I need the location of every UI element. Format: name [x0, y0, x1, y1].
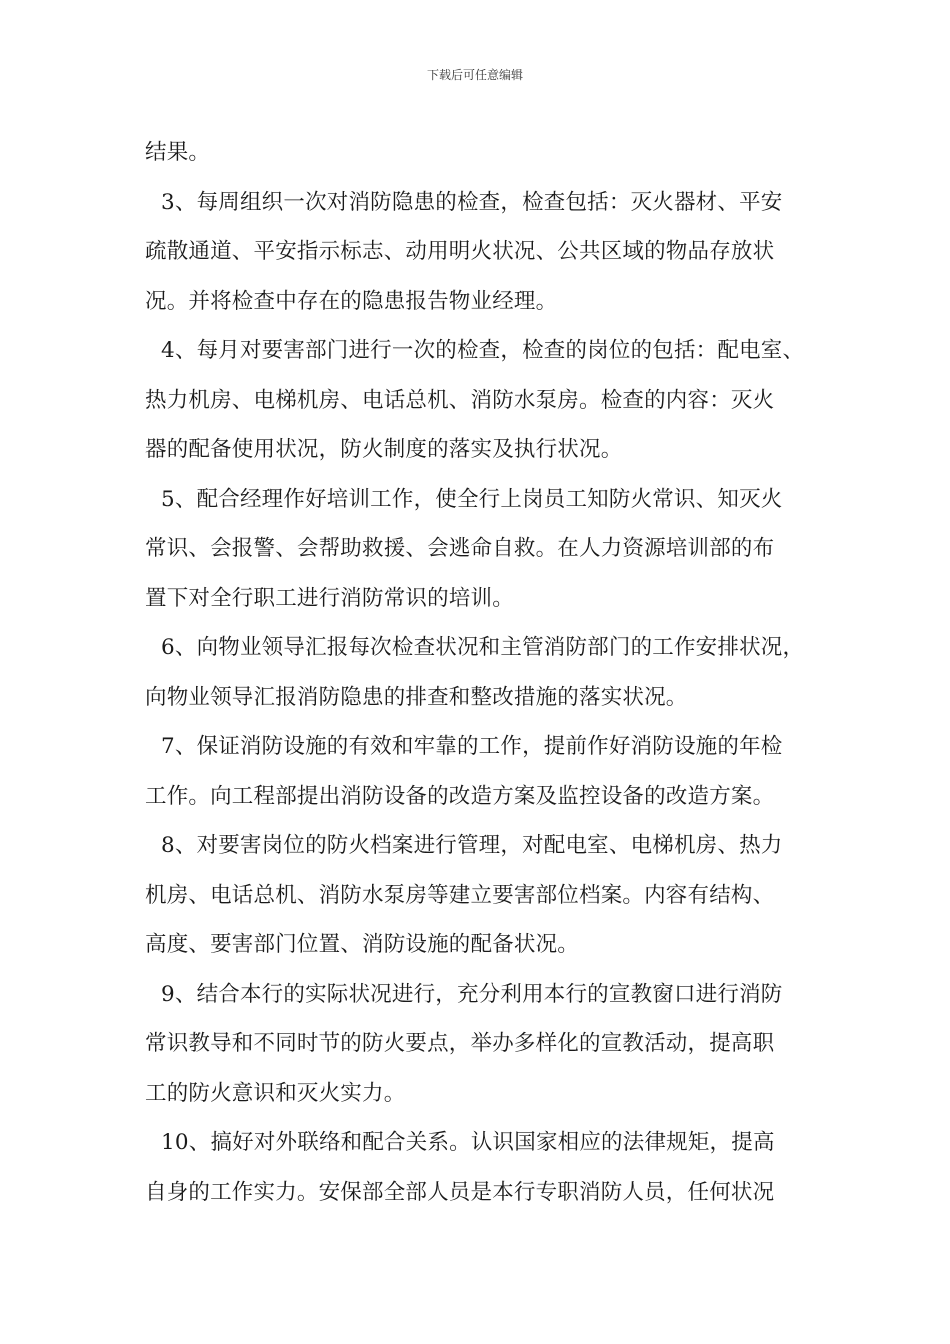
document-body [145, 128, 825, 1217]
text-line: 6、向物业领导汇报每次检查状况和主管消防部门的工作安排状况， [161, 635, 805, 660]
text-line: 10、搞好对外联络和配合关系。认识国家相应的法律规矩，提高 [161, 1130, 775, 1155]
text-line: 况。并将检查中存在的隐患报告物业经理。 [145, 288, 558, 314]
text-line: 向物业领导汇报消防隐患的排查和整改措施的落实状况。 [145, 684, 688, 710]
text-line: 高度、要害部门位置、消防设施的配备状况。 [145, 932, 580, 957]
text-line: 7、保证消防设施的有效和牢靠的工作，提前作好消防设施的年检 [161, 734, 783, 759]
page-header: 下载后可任意编辑 [426, 68, 523, 82]
text-line: 工作。向工程部提出消防设备的改造方案及监控设备的改造方案。 [145, 783, 775, 809]
text-line: 3、每周组织一次对消防隐患的检查，检查包括：灭火器材、平安 [161, 189, 783, 215]
text-line: 疏散通道、平安指示标志、动用明火状况、公共区域的物品存放状 [145, 239, 775, 264]
text-line: 结果。 [145, 140, 211, 165]
text-line: 常识教导和不同时节的防火要点，举办多样化的宣教活动，提高职 [145, 1031, 775, 1056]
text-line: 8、对要害岗位的防火档案进行管理，对配电室、电梯机房、热力 [161, 833, 783, 858]
text-line: 9、结合本行的实际状况进行，充分利用本行的宣教窗口进行消防 [161, 981, 783, 1007]
text-line: 自身的工作实力。安保部全部人员是本行专职消防人员，任何状况 [145, 1179, 775, 1205]
text-line: 常识、会报警、会帮助救援、会逃命自救。在人力资源培训部的布 [145, 536, 775, 561]
text-line: 热力机房、电梯机房、电话总机、消防水泵房。检查的内容：灭火 [145, 387, 775, 413]
text-line: 4、每月对要害部门进行一次的检查，检查的岗位的包括：配电室、 [161, 338, 805, 363]
text-line: 工的防火意识和灭火实力。 [145, 1080, 406, 1106]
text-line: 5、配合经理作好培训工作，使全行上岗员工知防火常识、知灭火 [161, 486, 783, 512]
text-line: 器的配备使用状况，防火制度的落实及执行状况。 [145, 437, 623, 462]
text-line: 机房、电话总机、消防水泵房等建立要害部位档案。内容有结构、 [145, 882, 775, 908]
text-line: 置下对全行职工进行消防常识的培训。 [145, 585, 514, 611]
